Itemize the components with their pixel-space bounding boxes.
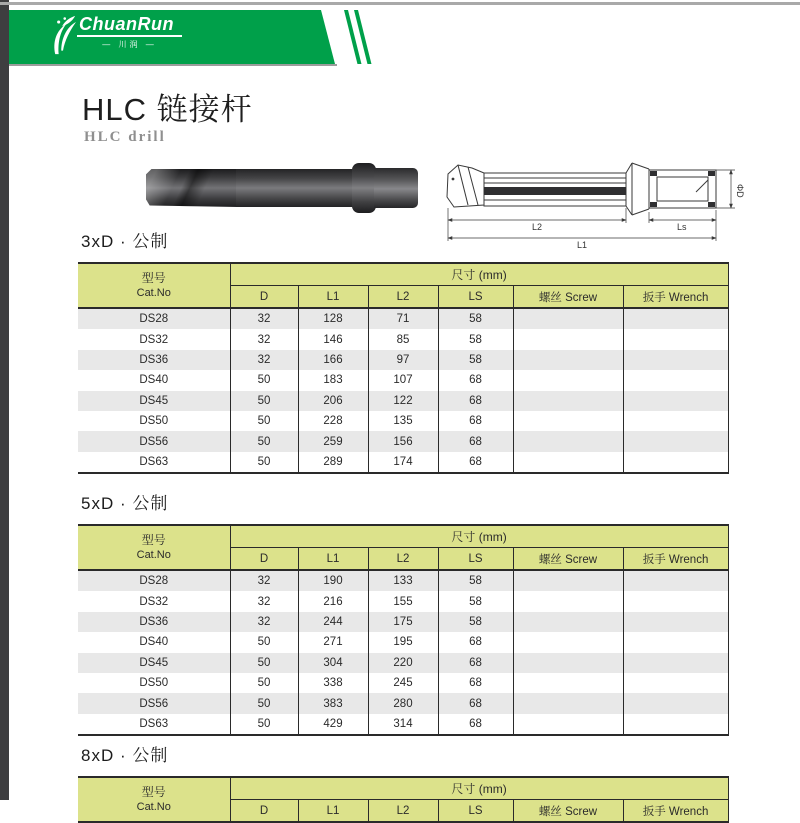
table-cell: 195 [368, 632, 438, 652]
table-cell: DS45 [78, 653, 230, 673]
header-col-wrench: 扳手 Wrench [623, 800, 728, 823]
header-col-l2: L2 [368, 286, 438, 309]
header-col-d: D [230, 800, 298, 823]
header-col-ls: LS [438, 800, 513, 823]
table-cell: 166 [298, 350, 368, 370]
header-col-screw: 螺丝 Screw [513, 800, 623, 823]
table-cell: 271 [298, 632, 368, 652]
table-row [78, 350, 728, 370]
table-cell: 383 [298, 693, 368, 713]
section-heading: 3xD · 公制 [81, 232, 169, 251]
table-cell: 220 [368, 653, 438, 673]
table-cell [623, 612, 728, 632]
table-cell: 68 [438, 370, 513, 390]
table-cell: DS63 [139, 455, 169, 468]
table-cell: 68 [438, 632, 513, 652]
table-cell: DS56 [78, 431, 230, 451]
table-cell: DS45 [78, 391, 230, 411]
table-cell: 50 [230, 411, 298, 431]
table-cell [513, 431, 623, 451]
table-row [78, 673, 728, 693]
table-row [78, 329, 728, 349]
table-cell: 174 [368, 452, 438, 473]
page-title: HLC 链接杆 [82, 92, 253, 127]
table-cell: 32 [230, 329, 298, 349]
section-heading: 8xD · 公制 [81, 746, 169, 765]
dim-label-l1: L1 [577, 240, 588, 250]
table-cell: DS36 [78, 612, 230, 632]
table-cell: DS28 [78, 570, 230, 591]
header-col-wrench: 扳手 Wrench [623, 286, 728, 309]
table-cell: 68 [438, 653, 513, 673]
header-col-l2: L2 [368, 800, 438, 823]
table-cell: 68 [438, 431, 513, 451]
table-row [78, 591, 728, 611]
header-dims-group: 尺寸 (mm) [230, 777, 728, 800]
logo-wordmark: ChuanRun [77, 13, 182, 37]
table-row [78, 411, 728, 431]
table-cell: 206 [298, 391, 368, 411]
header-col-wrench: 扳手 Wrench [623, 548, 728, 571]
table-cell [623, 570, 728, 591]
section-3xd [78, 230, 738, 474]
table-cell: 58 [438, 329, 513, 349]
table-row [78, 391, 728, 411]
table-cell: 58 [438, 612, 513, 632]
table-cell: 289 [298, 452, 368, 473]
table-cell: 97 [368, 350, 438, 370]
table-cell: 50 [230, 673, 298, 693]
table-cell [623, 653, 728, 673]
table-cell [513, 673, 623, 693]
table-cell: 245 [368, 673, 438, 693]
table-row [78, 570, 728, 591]
table-cell: 68 [438, 693, 513, 713]
table-cell [623, 693, 728, 713]
table-row [78, 653, 728, 673]
header-col-l1: L1 [298, 800, 368, 823]
table-cell: 32 [230, 308, 298, 329]
table-cell [623, 350, 728, 370]
table-cell: 156 [368, 431, 438, 451]
table-cell: DS32 [139, 333, 169, 346]
header-model-en: Cat.No [136, 549, 171, 562]
drill-photo-flute [146, 169, 238, 207]
table-cell: 32 [230, 591, 298, 611]
table-row [78, 452, 728, 473]
header-model-en: Cat.No [136, 801, 171, 814]
table-cell: 216 [298, 591, 368, 611]
header-col-screw: 螺丝 Screw [513, 286, 623, 309]
table-cell [623, 714, 728, 735]
table-cell: 175 [368, 612, 438, 632]
table-cell: DS50 [139, 415, 169, 428]
table-cell: DS36 [78, 350, 230, 370]
table-cell: 50 [230, 370, 298, 390]
dim-label-ls: Ls [677, 222, 687, 232]
section-heading: 5xD · 公制 [81, 494, 169, 513]
page-subtitle: HLC drill [84, 129, 166, 145]
table-cell: 135 [368, 411, 438, 431]
table-cell [513, 452, 623, 473]
table-cell: 32 [230, 350, 298, 370]
table-cell: 58 [438, 308, 513, 329]
page-top-rule [0, 2, 800, 5]
table-cell [513, 350, 623, 370]
table-cell: 338 [298, 673, 368, 693]
header-col-screw: 螺丝 Screw [513, 548, 623, 571]
table-cell: DS40 [139, 374, 169, 387]
table-cell [513, 632, 623, 652]
table-cell [513, 653, 623, 673]
table-cell: 50 [230, 452, 298, 473]
logo-splash-icon [50, 15, 76, 55]
table-cell: 68 [438, 411, 513, 431]
table-cell [623, 370, 728, 390]
header-model [78, 263, 230, 308]
logo-chinese-name: — 川润 — [102, 40, 157, 49]
drill-photo-shank [374, 168, 418, 208]
table-cell: 128 [298, 308, 368, 329]
table-cell: 85 [368, 329, 438, 349]
table-cell [513, 391, 623, 411]
table-cell [513, 370, 623, 390]
table-cell: 122 [368, 391, 438, 411]
table-cell [623, 452, 728, 473]
table-cell: 107 [368, 370, 438, 390]
table-cell: 146 [298, 329, 368, 349]
table-cell [623, 431, 728, 451]
table-cell: 133 [368, 570, 438, 591]
table-cell [513, 411, 623, 431]
header-col-d: D [230, 286, 298, 309]
section-5xd [78, 492, 738, 736]
drawing-outline [447, 163, 716, 215]
spec-table-3xd [78, 262, 729, 474]
table-cell: 259 [298, 431, 368, 451]
spec-table-5xd [78, 524, 729, 736]
table-cell [513, 570, 623, 591]
table-cell [623, 391, 728, 411]
table-cell: 244 [298, 612, 368, 632]
drill-photo-body [236, 169, 354, 207]
table-cell: 314 [368, 714, 438, 735]
table-cell [513, 329, 623, 349]
table-cell: 50 [230, 714, 298, 735]
table-cell: 190 [298, 570, 368, 591]
table-cell [623, 673, 728, 693]
header-model-cn: 型号 [141, 270, 166, 285]
table-cell: 50 [230, 391, 298, 411]
table-row [78, 632, 728, 652]
table-cell [513, 714, 623, 735]
header-model-cn: 型号 [141, 784, 166, 799]
table-body-3xd [78, 308, 728, 473]
banner-shadow-line [9, 64, 337, 66]
table-row [78, 693, 728, 713]
table-cell [623, 632, 728, 652]
table-cell: 228 [298, 411, 368, 431]
table-row [78, 370, 728, 390]
table-cell: 50 [230, 431, 298, 451]
header-col-ls: LS [438, 286, 513, 309]
table-cell [623, 329, 728, 349]
table-cell [513, 612, 623, 632]
table-body-5xd [78, 570, 728, 735]
table-cell: 71 [368, 308, 438, 329]
table-cell [513, 308, 623, 329]
table-cell [623, 308, 728, 329]
table-cell [623, 591, 728, 611]
table-cell: 50 [230, 632, 298, 652]
header-col-l2: L2 [368, 548, 438, 571]
table-cell: 155 [368, 591, 438, 611]
table-row [78, 612, 728, 632]
table-row [78, 431, 728, 451]
drill-product-photo [146, 162, 418, 214]
table-cell: 32 [230, 570, 298, 591]
table-row [78, 714, 728, 735]
header-col-l1: L1 [298, 286, 368, 309]
header-col-ls: LS [438, 548, 513, 571]
table-cell: 304 [298, 653, 368, 673]
table-cell: DS40 [139, 636, 169, 649]
table-cell [623, 411, 728, 431]
brand-logo [50, 13, 182, 55]
table-cell: 58 [438, 591, 513, 611]
table-row [78, 308, 728, 329]
dim-label-l2: L2 [532, 222, 543, 232]
dim-label-d: ΦD [735, 184, 745, 198]
table-cell: 183 [298, 370, 368, 390]
header-col-d: D [230, 548, 298, 571]
table-cell: 429 [298, 714, 368, 735]
table-cell: DS56 [78, 693, 230, 713]
table-cell: 58 [438, 570, 513, 591]
header-col-l1: L1 [298, 548, 368, 571]
drill-photo-collar [352, 163, 376, 213]
section-8xd [78, 744, 738, 823]
page-left-band [0, 0, 9, 800]
table-cell: 68 [438, 673, 513, 693]
table-cell: 68 [438, 452, 513, 473]
header-model-en: Cat.No [136, 287, 171, 300]
table-cell: 32 [230, 612, 298, 632]
header-model [78, 525, 230, 570]
table-cell [513, 693, 623, 713]
table-cell: 50 [230, 693, 298, 713]
header-model-cn: 型号 [141, 532, 166, 547]
table-cell: 68 [438, 714, 513, 735]
table-cell: 280 [368, 693, 438, 713]
header-dims-group: 尺寸 (mm) [230, 525, 728, 548]
table-cell: 58 [438, 350, 513, 370]
table-cell: DS50 [139, 677, 169, 690]
header-dims-group: 尺寸 (mm) [230, 263, 728, 286]
table-cell: DS32 [139, 595, 169, 608]
table-cell: 50 [230, 653, 298, 673]
table-cell: DS63 [139, 717, 169, 730]
table-cell: DS28 [78, 308, 230, 329]
table-cell [513, 591, 623, 611]
table-cell: 68 [438, 391, 513, 411]
